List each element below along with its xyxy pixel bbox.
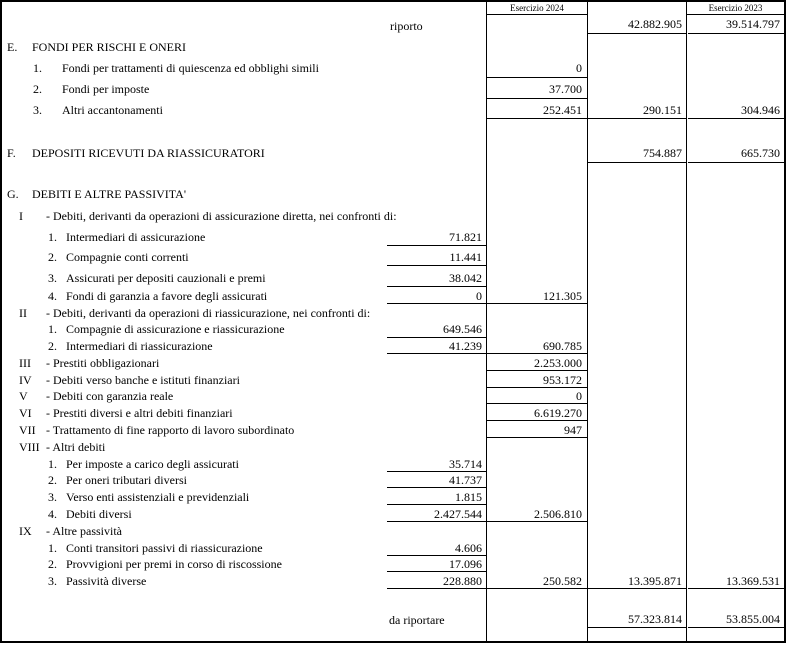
g-item-num: 2. — [48, 250, 57, 264]
g-item-value: 71.821 — [449, 230, 482, 244]
group-subtotal: 2.253.000 — [534, 356, 582, 370]
g-item-num: 2. — [48, 339, 57, 353]
section-g-title: DEBITI E ALTRE PASSIVITA' — [32, 187, 186, 201]
section-e-total-current: 290.151 — [643, 103, 682, 117]
group-subtotal: 947 — [564, 423, 582, 437]
group-title: - Trattamento di fine rapporto di lavoro subordinato — [46, 423, 295, 437]
rule — [688, 118, 784, 119]
section-e-letter: E. — [7, 40, 18, 54]
g-item-value: 4.606 — [455, 541, 482, 555]
group-subtotal: 6.619.270 — [534, 406, 582, 420]
group-subtotal: 250.582 — [543, 574, 582, 588]
g-item-label: Compagnie conti correnti — [66, 250, 189, 264]
rule — [387, 286, 486, 287]
rule — [387, 303, 486, 304]
rule — [387, 504, 486, 505]
g-item-label: Conti transitori passivi di riassicurazione — [66, 541, 263, 555]
rule — [387, 571, 486, 572]
rule — [487, 437, 587, 438]
rule — [487, 118, 587, 119]
rule — [487, 303, 587, 304]
g-item-num: 1. — [48, 230, 57, 244]
group-roman: III — [19, 356, 31, 370]
rule — [487, 387, 587, 388]
section-g-total-previous: 13.369.531 — [726, 574, 780, 588]
group-roman: VII — [19, 423, 36, 437]
g-item-num: 1. — [48, 457, 57, 471]
group-title: - Prestiti obbligazionari — [46, 356, 160, 370]
rule — [387, 555, 486, 556]
frame-top — [0, 0, 785, 2]
section-f-total-previous: 665.730 — [741, 146, 780, 160]
group-roman: V — [19, 389, 28, 403]
group-roman: VI — [19, 406, 32, 420]
group-subtotal: 2.506.810 — [534, 507, 582, 521]
section-f-letter: F. — [7, 146, 16, 160]
group-roman: II — [19, 306, 27, 320]
g-item-value: 38.042 — [449, 271, 482, 285]
g-item-value: 41.737 — [449, 473, 482, 487]
e-item-label: Fondi per trattamenti di quiescenza ed obblighi simili — [62, 61, 319, 75]
frame-bottom — [0, 641, 786, 643]
g-item-label: Verso enti assistenziali e previdenziali — [66, 490, 250, 504]
frame-left — [0, 0, 2, 643]
carried-out-previous: 53.855.004 — [726, 612, 780, 626]
group-title: - Debiti, derivanti da operazioni di riassicurazione, nei confronti di: — [46, 306, 371, 320]
g-item-num: 1. — [48, 541, 57, 555]
rule — [487, 98, 587, 99]
section-g-letter: G. — [7, 187, 19, 201]
group-roman: VIII — [19, 440, 40, 454]
rule — [487, 420, 587, 421]
column-divider-2 — [587, 0, 588, 642]
carried-in-previous: 39.514.797 — [726, 17, 780, 31]
section-e-title: FONDI PER RISCHI E ONERI — [32, 40, 187, 54]
group-roman: I — [19, 209, 23, 223]
g-item-label: Provvigioni per premi in corso di riscossione — [66, 557, 282, 571]
section-g-total-current: 13.395.871 — [628, 574, 682, 588]
e-item-value: 0 — [576, 61, 582, 75]
e-item-num: 3. — [33, 103, 42, 117]
column-divider-3 — [686, 0, 687, 642]
g-item-value: 17.096 — [449, 557, 482, 571]
rule — [688, 588, 784, 589]
rule — [387, 521, 486, 522]
g-item-num: 2. — [48, 557, 57, 571]
g-item-value: 649.546 — [443, 322, 482, 336]
group-title: - Altre passività — [46, 524, 122, 538]
g-item-label: Per oneri tributari diversi — [66, 473, 187, 487]
rule — [387, 487, 486, 488]
rule-carried-in-previous — [688, 33, 784, 34]
section-f-total-current: 754.887 — [643, 146, 682, 160]
e-item-num: 1. — [33, 61, 42, 75]
g-item-num: 3. — [48, 490, 57, 504]
g-item-label: Assicurati per depositi cauzionali e premi — [66, 271, 266, 285]
group-title: - Prestiti diversi e altri debiti finanziari — [46, 406, 233, 420]
rule — [688, 627, 784, 628]
group-subtotal: 953.172 — [543, 373, 582, 387]
e-item-label: Altri accantonamenti — [62, 103, 163, 117]
rule — [588, 162, 686, 163]
rule — [688, 162, 784, 163]
group-subtotal: 121.305 — [543, 289, 582, 303]
rule — [487, 588, 587, 589]
e-item-value: 37.700 — [549, 82, 582, 96]
g-item-num: 3. — [48, 574, 57, 588]
g-item-label: Debiti diversi — [66, 507, 132, 521]
g-item-value: 2.427.544 — [434, 507, 482, 521]
header-rule-current — [487, 14, 587, 15]
g-item-label: Passività diverse — [66, 574, 147, 588]
carried-out-current: 57.323.814 — [628, 612, 682, 626]
carried-in-label: riporto — [390, 19, 423, 33]
g-item-value: 11.441 — [449, 250, 482, 264]
g-item-num: 1. — [48, 322, 57, 336]
rule — [588, 588, 686, 589]
e-item-value: 252.451 — [543, 103, 582, 117]
g-item-num: 4. — [48, 289, 57, 303]
g-item-value: 1.815 — [455, 490, 482, 504]
rule — [387, 265, 486, 266]
group-roman: IX — [19, 524, 32, 538]
e-item-label: Fondi per imposte — [62, 82, 150, 96]
g-item-num: 2. — [48, 473, 57, 487]
rule — [387, 588, 486, 589]
rule — [387, 245, 486, 246]
carried-in-current: 42.882.905 — [628, 17, 682, 31]
section-e-total-previous: 304.946 — [741, 103, 780, 117]
rule — [487, 77, 587, 78]
rule-carried-in-current — [588, 33, 686, 34]
rule — [487, 370, 587, 371]
e-item-num: 2. — [33, 82, 42, 96]
rule — [387, 353, 486, 354]
rule — [588, 627, 686, 628]
g-item-value: 35.714 — [449, 457, 482, 471]
rule — [387, 471, 486, 472]
g-item-label: Fondi di garanzia a favore degli assicurati — [66, 289, 268, 303]
column-divider-1 — [486, 0, 487, 642]
group-title: - Debiti con garanzia reale — [46, 389, 174, 403]
rule — [487, 521, 587, 522]
group-title: - Altri debiti — [46, 440, 106, 454]
g-item-label: Per imposte a carico degli assicurati — [66, 457, 239, 471]
group-title: - Debiti, derivanti da operazioni di assicurazione diretta, nei confronti di: — [46, 209, 397, 223]
header-year-previous: Esercizio 2023 — [708, 3, 763, 13]
g-item-label: Intermediari di assicurazione — [66, 230, 206, 244]
header-rule-previous — [687, 14, 784, 15]
g-item-value: 41.239 — [449, 339, 482, 353]
g-item-value: 0 — [476, 289, 482, 303]
group-roman: IV — [19, 373, 32, 387]
g-item-num: 4. — [48, 507, 57, 521]
group-title: - Debiti verso banche e istituti finanziari — [46, 373, 240, 387]
section-f-title: DEPOSITI RICEVUTI DA RIASSICURATORI — [32, 146, 265, 160]
g-item-value: 228.880 — [443, 574, 482, 588]
carried-out-label: da riportare — [389, 613, 445, 627]
group-subtotal: 0 — [576, 389, 582, 403]
rule — [487, 403, 587, 404]
rule — [387, 337, 486, 338]
group-subtotal: 690.785 — [543, 339, 582, 353]
header-year-current: Esercizio 2024 — [510, 3, 564, 13]
g-item-label: Intermediari di riassicurazione — [66, 339, 213, 353]
rule — [588, 118, 686, 119]
frame-right — [784, 0, 786, 643]
g-item-num: 3. — [48, 271, 57, 285]
g-item-label: Compagnie di assicurazione e riassicurazione — [66, 322, 285, 336]
rule — [487, 353, 587, 354]
